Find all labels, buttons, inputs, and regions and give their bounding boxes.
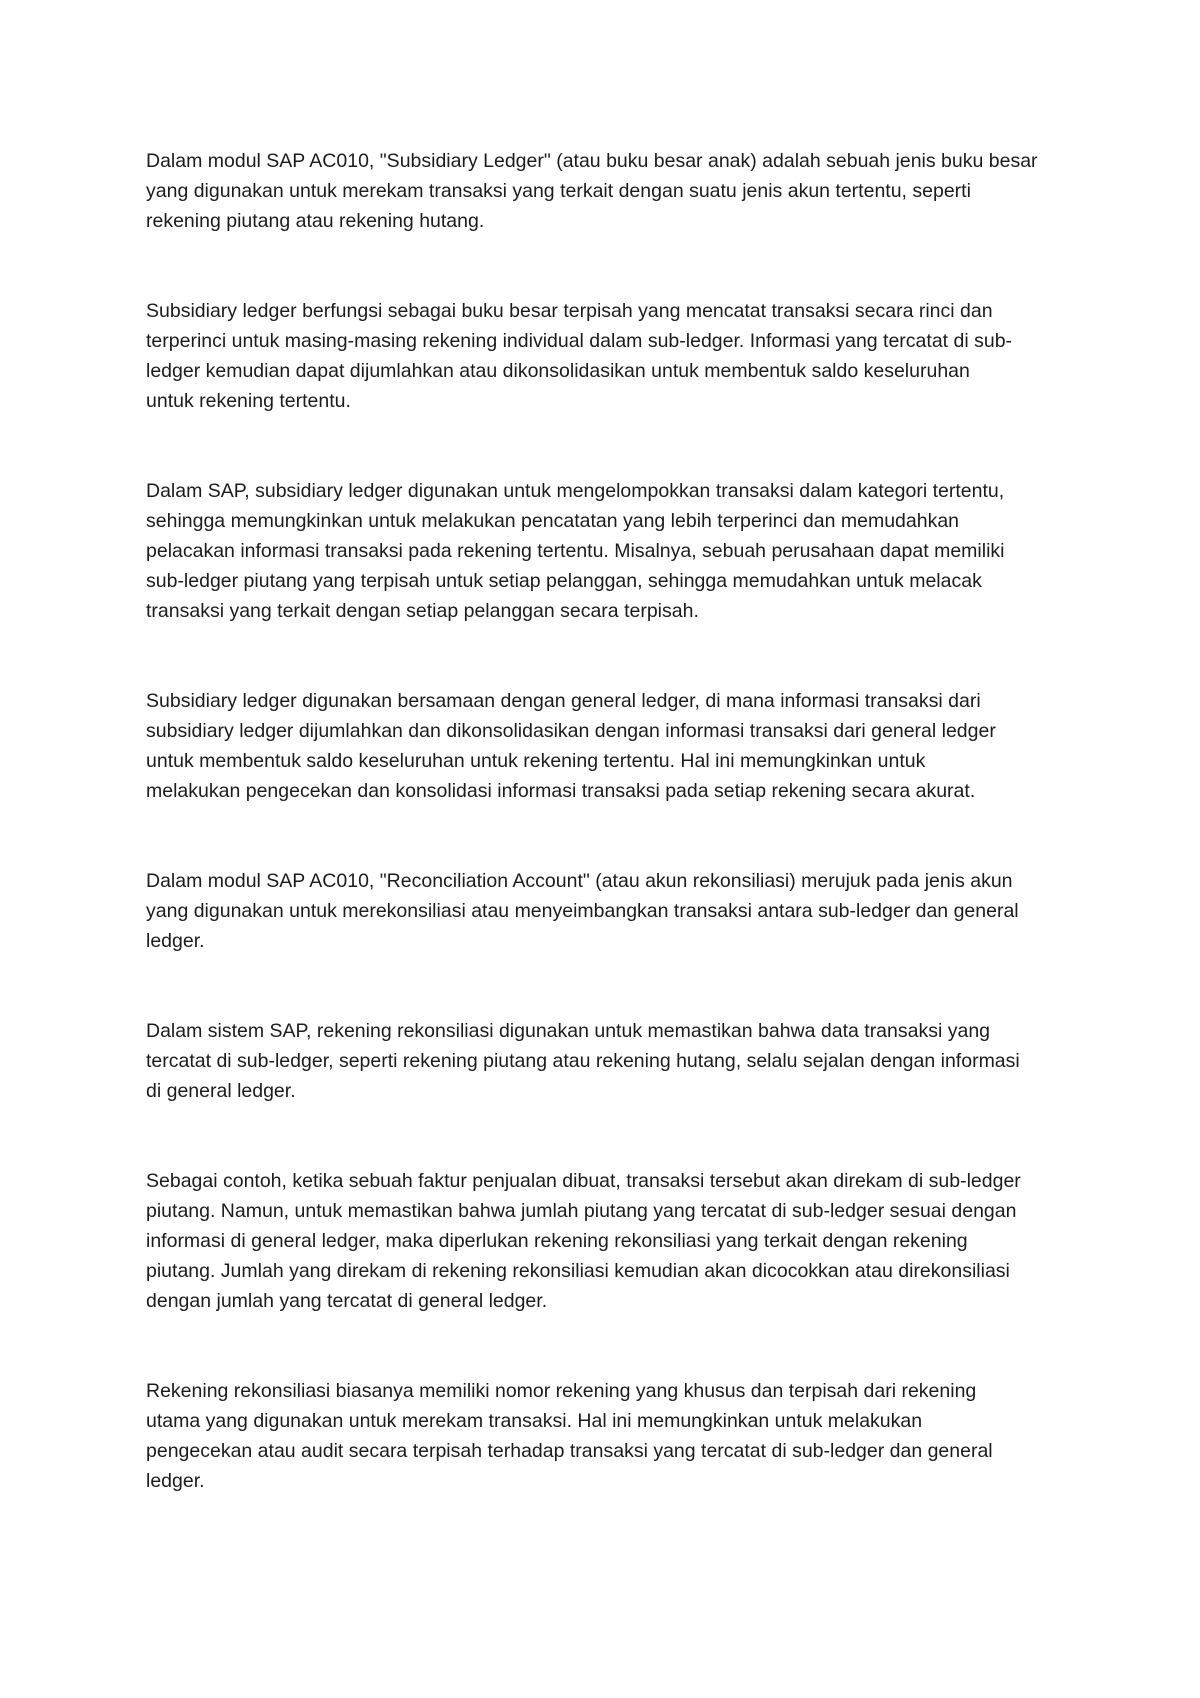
text-line: piutang. Jumlah yang direkam di rekening rekonsiliasi kemudian akan dicocokkan atau direkonsiliasi — [146, 1260, 1010, 1282]
text-line: Subsidiary ledger berfungsi sebagai buku besar terpisah yang mencatat transaksi secara rinci dan — [146, 300, 993, 322]
text-line: subsidiary ledger dijumlahkan dan dikonsolidasikan dengan informasi transaksi dari general ledger — [146, 720, 996, 742]
text-line: sub-ledger piutang yang terpisah untuk setiap pelanggan, sehingga memudahkan untuk melacak — [146, 570, 982, 592]
text-line: tercatat di sub-ledger, seperti rekening piutang atau rekening hutang, selalu sejalan dengan informasi — [146, 1050, 1020, 1072]
paragraph-spacer — [146, 956, 1066, 1016]
paragraph-spacer — [146, 626, 1066, 686]
document-body — [146, 146, 1066, 1496]
paragraph-spacer — [146, 416, 1066, 476]
paragraph-1 — [146, 146, 1066, 236]
text-line: yang digunakan untuk merekonsiliasi atau menyeimbangkan transaksi antara sub-ledger dan general — [146, 900, 1019, 922]
text-line: dengan jumlah yang tercatat di general ledger. — [146, 1290, 548, 1312]
paragraph-2 — [146, 296, 1066, 416]
paragraph-spacer — [146, 806, 1066, 866]
text-line: pelacakan informasi transaksi pada rekening tertentu. Misalnya, sebuah perusahaan dapat memiliki — [146, 540, 1005, 562]
text-line: melakukan pengecekan dan konsolidasi informasi transaksi pada setiap rekening secara akurat. — [146, 780, 976, 802]
text-line: pengecekan atau audit secara terpisah terhadap transaksi yang tercatat di sub-ledger dan general — [146, 1440, 993, 1462]
text-line: Rekening rekonsiliasi biasanya memiliki nomor rekening yang khusus dan terpisah dari rekening — [146, 1380, 977, 1402]
text-line: ledger kemudian dapat dijumlahkan atau dikonsolidasikan untuk membentuk saldo keseluruhan — [146, 360, 970, 382]
text-line: Dalam modul SAP AC010, "Reconciliation Account" (atau akun rekonsiliasi) merujuk pada jenis akun — [146, 870, 1013, 892]
paragraph-spacer — [146, 1316, 1066, 1376]
text-line: Dalam modul SAP AC010, "Subsidiary Ledger" (atau buku besar anak) adalah sebuah jenis buku besar — [146, 150, 1038, 172]
text-line: Subsidiary ledger digunakan bersamaan dengan general ledger, di mana informasi transaksi dari — [146, 690, 981, 712]
text-line: terperinci untuk masing-masing rekening individual dalam sub-ledger. Informasi yang tercatat di sub- — [146, 330, 1013, 352]
paragraph-8 — [146, 1376, 1066, 1496]
text-line: Dalam sistem SAP, rekening rekonsiliasi digunakan untuk memastikan bahwa data transaksi yang — [146, 1020, 991, 1042]
text-line: Sebagai contoh, ketika sebuah faktur penjualan dibuat, transaksi tersebut akan direkam di sub-ledger — [146, 1170, 1021, 1192]
text-line: piutang. Namun, untuk memastikan bahwa jumlah piutang yang tercatat di sub-ledger sesuai dengan — [146, 1200, 1017, 1222]
text-line: yang digunakan untuk merekam transaksi yang terkait dengan suatu jenis akun tertentu, seperti — [146, 180, 971, 202]
text-line: ledger. — [146, 930, 205, 952]
text-line: untuk membentuk saldo keseluruhan untuk rekening tertentu. Hal ini memungkinkan untuk — [146, 750, 926, 772]
paragraph-4 — [146, 686, 1066, 806]
text-line: sehingga memungkinkan untuk melakukan pencatatan yang lebih terperinci dan memudahkan — [146, 510, 960, 532]
text-line: informasi di general ledger, maka diperlukan rekening rekonsiliasi yang terkait dengan rekening — [146, 1230, 968, 1252]
text-line: Dalam SAP, subsidiary ledger digunakan untuk mengelompokkan transaksi dalam kategori tertentu, — [146, 480, 1005, 502]
paragraph-spacer — [146, 1106, 1066, 1166]
paragraph-5 — [146, 866, 1066, 956]
text-line: ledger. — [146, 1470, 205, 1492]
text-line: untuk rekening tertentu. — [146, 390, 351, 412]
text-line: transaksi yang terkait dengan setiap pelanggan secara terpisah. — [146, 600, 699, 622]
paragraph-spacer — [146, 236, 1066, 296]
text-line: di general ledger. — [146, 1080, 296, 1102]
paragraph-6 — [146, 1016, 1066, 1106]
text-line: rekening piutang atau rekening hutang. — [146, 210, 485, 232]
paragraph-3 — [146, 476, 1066, 626]
text-line: utama yang digunakan untuk merekam transaksi. Hal ini memungkinkan untuk melakukan — [146, 1410, 923, 1432]
paragraph-7 — [146, 1166, 1066, 1316]
